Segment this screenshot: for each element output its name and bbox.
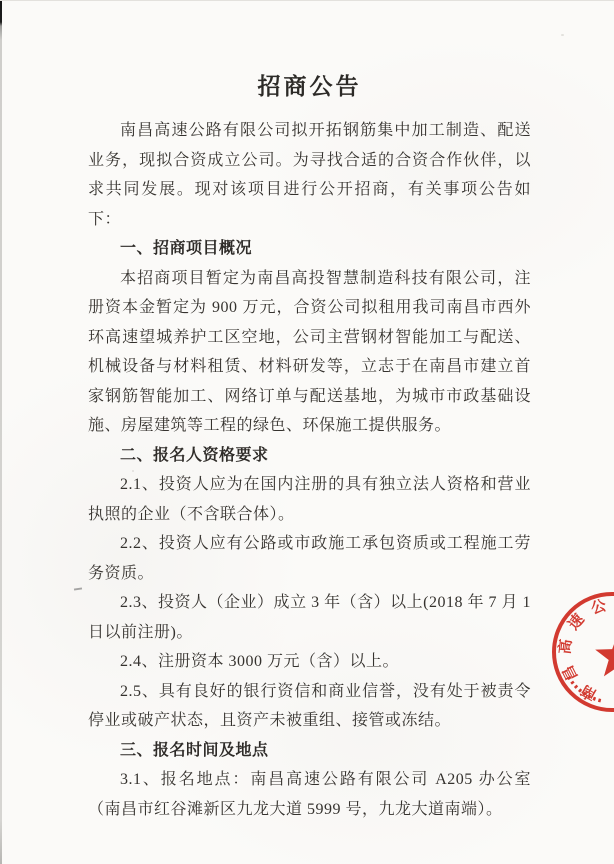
heading-section-1: 一、招商项目概况: [120, 240, 253, 257]
svg-text:速: 速: [565, 611, 588, 634]
paragraph-intro: 南昌高速公路有限公司拟开拓钢筋集中加工制造、配送业务，现拟合资成立公司。为寻找合适的合资合作伙伴，以求共同发展。现对该项目进行公开招商，有关事项公告如下：: [88, 122, 531, 228]
scan-dash-artifact: [74, 587, 82, 590]
scan-top-edge: [0, 0, 614, 1]
paragraph-overview: 本招商项目暂定为南昌高投智慧制造科技有限公司，注册资本金暂定为 900 万元，合资公司拟租用我司南昌市西外环高速望城养护工区空地，公司主营钢材智能加工与配送、机械设备与材料租赁、材料研发等，立志于在南昌市建立首家钢筋智能加工、网络订单与配送基地，为城市市政基础设施、房屋建筑等工程的绿色、环保施工提供服务。: [88, 269, 531, 434]
paragraph-req-2-1: 2.1、投资人应为在国内注册的具有独立法人资格和营业执照的企业（不含联合体）。: [88, 476, 531, 523]
document: [88, 68, 531, 824]
svg-text:南: 南: [578, 681, 600, 703]
paragraph-req-2-3: 2.3、投资人（企业）成立 3 年（含）以上(2018 年 7 月 1 日以前注册)。: [88, 594, 531, 641]
scan-speck: [561, 34, 564, 36]
heading-section-3: 三、报名时间及地点: [120, 741, 269, 759]
paragraph-req-2-5: 2.5、具有良好的银行资信和商业信誉，没有处于被责令停业或破产状态，且资产未被重组、接管或冻结。: [88, 682, 531, 729]
doc-title: 招商公告: [257, 74, 362, 99]
svg-text:公: 公: [589, 598, 609, 618]
svg-text:昌: 昌: [560, 662, 582, 683]
company-seal: [542, 583, 614, 725]
svg-text:高: 高: [557, 638, 576, 656]
paragraph-req-2-2: 2.2、投资人应有公路或市政施工承包资质或工程施工劳务资质。: [88, 535, 531, 582]
seal-star-icon: [595, 633, 614, 676]
paragraph-req-2-4: 2.4、注册资本 3000 万元（含）以上。: [120, 653, 400, 670]
scan-edge-line: [0, 0, 2, 864]
heading-section-2: 二、报名人资格要求: [120, 446, 269, 464]
paragraph-location-3-1: 3.1、报名地点：南昌高速公路有限公司 A205 办公室（南昌市红谷滩新区九龙大道 5999 号，九龙大道南端）。: [88, 771, 531, 818]
